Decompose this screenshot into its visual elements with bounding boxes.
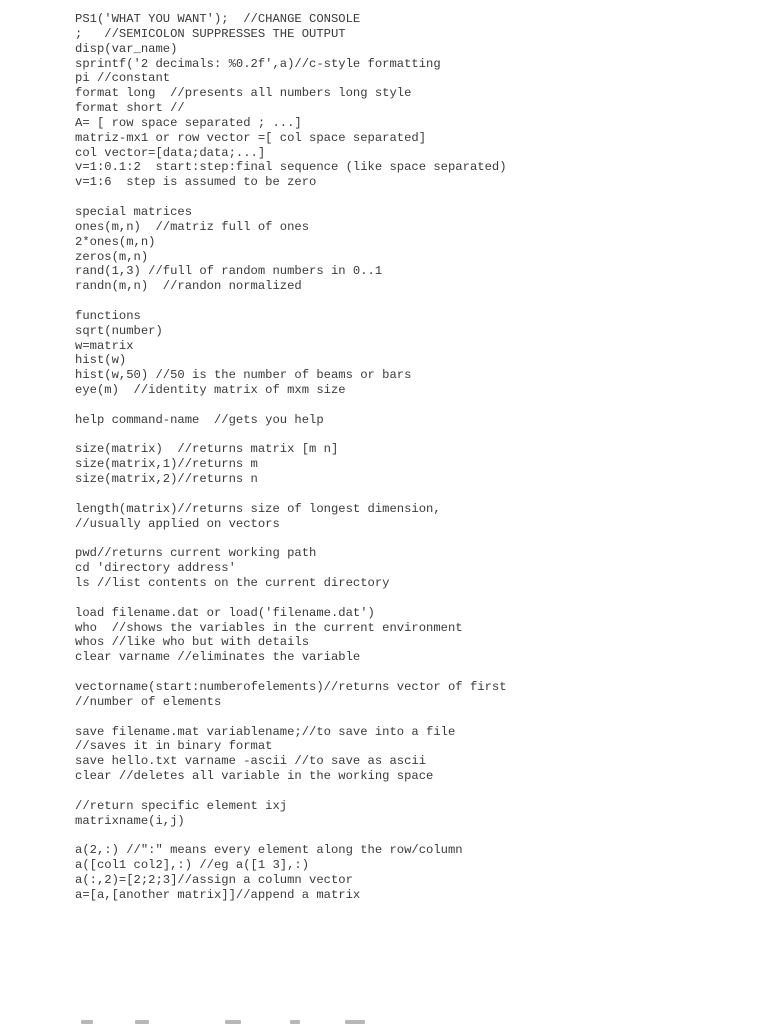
code-line: size(matrix) //returns matrix [m n] xyxy=(75,442,339,457)
cut-off-glyph xyxy=(290,1020,300,1024)
code-line: v=1:0.1:2 start:step:final sequence (like space separated) xyxy=(75,160,507,175)
code-line: matriz-mx1 or row vector =[ col space separated] xyxy=(75,130,427,145)
cut-off-glyph xyxy=(225,1020,241,1024)
code-line: //return specific element ixj xyxy=(75,798,288,813)
code-line: size(matrix,1)//returns m xyxy=(75,457,258,472)
blank-line xyxy=(75,591,755,606)
code-line: sprintf('2 decimals: %0.2f',a)//c-style formatting xyxy=(75,56,441,71)
code-line: //usually applied on vectors xyxy=(75,516,280,531)
cut-off-glyph xyxy=(345,1020,365,1024)
code-line: PS1('WHAT YOU WANT'); //CHANGE CONSOLE xyxy=(75,12,361,26)
code-line: functions xyxy=(75,308,141,323)
code-line: col vector=[data;data;...] xyxy=(75,145,266,160)
blank-line xyxy=(75,828,755,843)
code-notes xyxy=(75,12,755,903)
code-line: randn(m,n) //randon normalized xyxy=(75,279,302,294)
blank-line xyxy=(75,398,755,413)
blank-line xyxy=(75,710,755,725)
code-line: rand(1,3) //full of random numbers in 0..1 xyxy=(75,264,383,279)
code-line: format short // xyxy=(75,101,185,116)
code-line: who //shows the variables in the current environment xyxy=(75,620,463,635)
cut-off-glyph xyxy=(81,1020,93,1024)
code-line: load filename.dat or load('filename.dat') xyxy=(75,605,375,620)
code-line: cd 'directory address' xyxy=(75,561,236,576)
cut-off-next-line xyxy=(75,1016,405,1024)
code-line: format long //presents all numbers long style xyxy=(75,86,412,101)
blank-line xyxy=(75,532,755,547)
blank-line xyxy=(75,190,755,205)
blank-line xyxy=(75,665,755,680)
code-line: a([col1 col2],:) //eg a([1 3],:) xyxy=(75,858,310,873)
code-line: vectorname(start:numberofelements)//returns vector of first xyxy=(75,679,507,694)
code-line: ones(m,n) //matriz full of ones xyxy=(75,219,310,234)
code-line: whos //like who but with details xyxy=(75,635,310,650)
blank-line xyxy=(75,784,755,799)
code-line: save hello.txt varname -ascii //to save as ascii xyxy=(75,754,427,769)
code-line: size(matrix,2)//returns n xyxy=(75,472,258,487)
code-line: v=1:6 step is assumed to be zero xyxy=(75,175,317,190)
code-line: clear //deletes all variable in the working space xyxy=(75,769,434,784)
code-line: a(:,2)=[2;2;3]//assign a column vector xyxy=(75,872,353,887)
code-line: save filename.mat variablename;//to save into a file xyxy=(75,724,456,739)
cut-off-glyph xyxy=(135,1020,149,1024)
code-line: special matrices xyxy=(75,204,193,219)
code-line: pi //constant xyxy=(75,71,171,86)
code-line: w=matrix xyxy=(75,338,134,353)
code-line: help command-name //gets you help xyxy=(75,412,324,427)
code-line: hist(w,50) //50 is the number of beams or bars xyxy=(75,368,412,383)
blank-line xyxy=(75,428,755,443)
code-line: length(matrix)//returns size of longest dimension, xyxy=(75,501,441,516)
code-line: ls //list contents on the current directory xyxy=(75,576,390,591)
code-line: disp(var_name) xyxy=(75,41,178,56)
code-line: eye(m) //identity matrix of mxm size xyxy=(75,383,346,398)
code-line: zeros(m,n) xyxy=(75,249,149,264)
code-line: matrixname(i,j) xyxy=(75,813,185,828)
code-line: sqrt(number) xyxy=(75,323,163,338)
code-line: a(2,:) //":" means every element along the row/column xyxy=(75,843,463,858)
code-line: clear varname //eliminates the variable xyxy=(75,650,361,665)
code-line: //saves it in binary format xyxy=(75,739,273,754)
blank-line xyxy=(75,294,755,309)
code-line: ; //SEMICOLON SUPPRESSES THE OUTPUT xyxy=(75,26,346,41)
blank-line xyxy=(75,487,755,502)
code-line: pwd//returns current working path xyxy=(75,546,317,561)
code-line: 2*ones(m,n) xyxy=(75,234,156,249)
code-line: A= [ row space separated ; ...] xyxy=(75,115,302,130)
code-line: a=[a,[another matrix]]//append a matrix xyxy=(75,887,361,902)
code-line: hist(w) xyxy=(75,353,127,368)
code-line: //number of elements xyxy=(75,694,222,709)
